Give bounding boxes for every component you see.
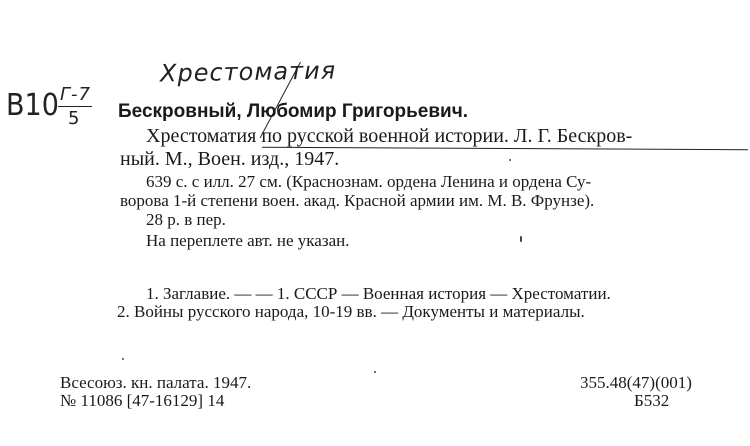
handwritten-title: Хрестоматия <box>159 56 337 88</box>
speck <box>520 236 522 242</box>
shelfmark-main: В10 <box>6 88 59 123</box>
price-line: 28 р. в пер. <box>146 210 226 229</box>
author-heading: Бескровный, Любомир Григорьевич. <box>118 101 469 122</box>
speck <box>122 358 124 360</box>
footer-card-number: № 11086 [47-16129] 14 <box>60 391 225 410</box>
footer-author-mark: Б532 <box>634 391 670 410</box>
speck <box>374 371 376 373</box>
shelfmark-bottom: 5 <box>68 108 81 129</box>
shelfmark-top: Г-7 <box>60 84 91 105</box>
title-line-2: ный. М., Воен. изд., 1947. <box>120 148 340 170</box>
footer-classification: 355.48(47)(001) <box>580 373 692 392</box>
shelfmark-divider <box>58 106 92 107</box>
footer-publisher: Всесоюз. кн. палата. 1947. <box>60 373 252 392</box>
title-line-1: Хрестоматия по русской военной истории. Л. Г. Бескров- <box>146 125 633 147</box>
tracing-line-2: 2. Войны русского народа, 10-19 вв. — Документы и материалы. <box>117 302 585 321</box>
speck <box>509 159 511 161</box>
description-line-1: 639 с. с илл. 27 см. (Краснознам. ордена Ленина и ордена Су- <box>146 172 592 191</box>
description-line-2: ворова 1-й степени воен. акад. Красной армии им. М. В. Фрунзе). <box>120 191 595 210</box>
note-line: На переплете авт. не указан. <box>146 231 350 250</box>
tracing-line-1: 1. Заглавие. — — 1. СССР — Военная история — Хрестоматии. <box>146 284 611 303</box>
